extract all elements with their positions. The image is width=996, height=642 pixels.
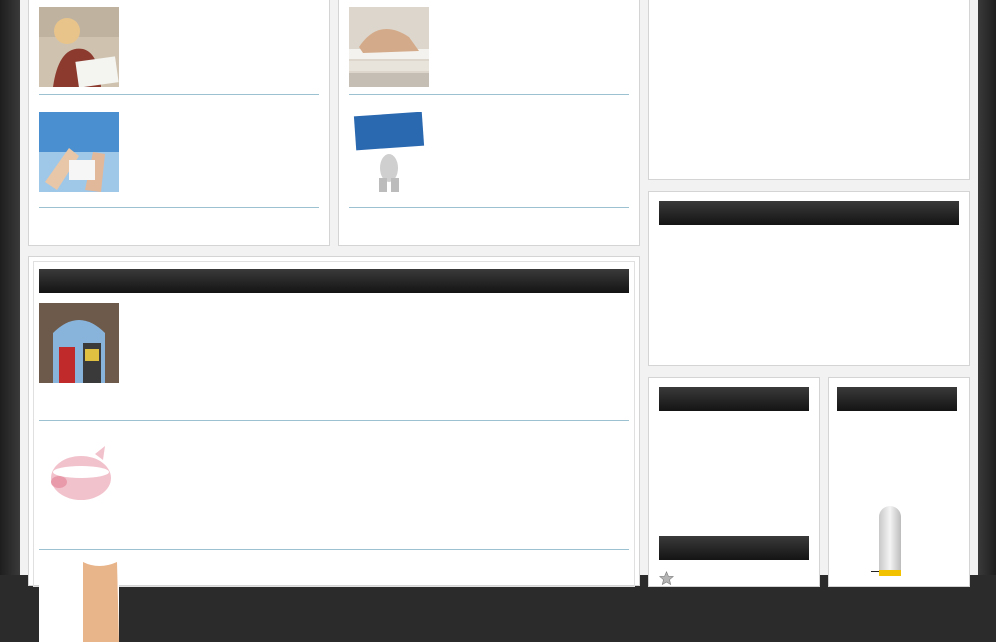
category-section — [28, 256, 640, 586]
widget-heading — [659, 387, 809, 411]
post-separator — [349, 207, 629, 208]
categories-widget — [648, 377, 820, 587]
post-thumbnail-piggy[interactable] — [39, 432, 119, 512]
post-separator — [39, 207, 319, 208]
sidebar-top-box — [648, 0, 970, 180]
post-separator — [39, 420, 629, 421]
recent-posts-widget — [648, 191, 970, 366]
widget-heading — [659, 201, 959, 225]
post-separator — [349, 94, 629, 95]
post-thumbnail-debt[interactable] — [349, 112, 429, 192]
page-left-edge — [0, 0, 20, 575]
widget-heading — [837, 387, 957, 411]
post-thumbnail-papers[interactable] — [349, 7, 429, 87]
section-heading — [39, 269, 629, 293]
credit-gauge — [879, 506, 901, 576]
advertisement-widget — [828, 377, 970, 587]
post-thumbnail-plastic[interactable] — [39, 562, 119, 642]
post-thumbnail-hands[interactable] — [39, 112, 119, 192]
category-section-frame — [33, 261, 635, 587]
post-thumbnail-arch[interactable] — [39, 303, 119, 383]
gauge-tick — [871, 571, 879, 572]
credit-gauge-fill — [879, 570, 901, 576]
star-icon — [659, 571, 674, 586]
archives-heading — [659, 536, 809, 560]
page — [20, 0, 978, 575]
post-separator — [39, 549, 629, 550]
post-separator — [39, 94, 319, 95]
page-right-edge — [978, 0, 996, 575]
featured-box-left — [28, 0, 330, 246]
featured-box-right — [338, 0, 640, 246]
post-thumbnail-person[interactable] — [39, 7, 119, 87]
